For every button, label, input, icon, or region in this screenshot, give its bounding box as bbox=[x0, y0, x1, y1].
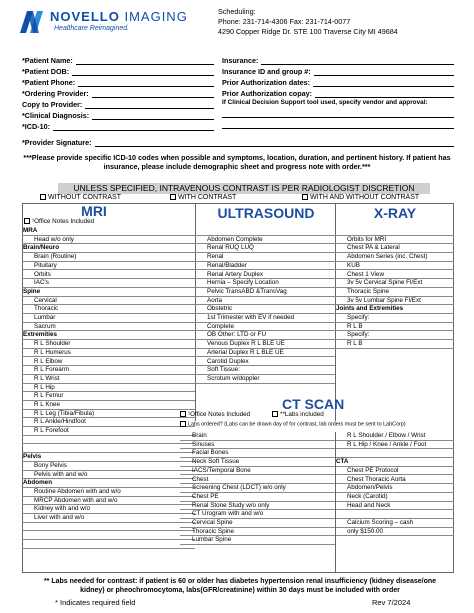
mri-row[interactable]: R L Shoulder bbox=[22, 340, 195, 349]
brand-tagline: Healthcare Reimagined. bbox=[54, 25, 130, 32]
ct-office-notes-option[interactable]: ¹Office Notes Included bbox=[180, 411, 250, 418]
ultrasound-row[interactable]: 1st Trimester with EV if needed bbox=[195, 314, 335, 323]
ultrasound-row[interactable]: OB Other: LTD or FU bbox=[195, 331, 335, 340]
mri-row bbox=[22, 523, 195, 532]
mri-row[interactable]: R L Elbow bbox=[22, 358, 195, 367]
ultrasound-row[interactable]: Abdomen Complete bbox=[195, 236, 335, 245]
ultrasound-row[interactable]: Arterial Duplex R L BLE UE bbox=[195, 349, 335, 358]
with-contrast-checkbox[interactable] bbox=[170, 194, 176, 200]
ultrasound-row[interactable]: Pelvic TransABD &TransVag bbox=[195, 288, 335, 297]
prior-auth-dates-field[interactable]: Prior Authorization dates: bbox=[222, 78, 454, 87]
ordering-provider-field[interactable]: *Ordering Provider: bbox=[22, 89, 214, 98]
mri-row[interactable]: Orbits bbox=[22, 271, 195, 280]
ct-header: CT SCAN bbox=[282, 396, 345, 412]
ct-left-row[interactable]: CT Urogram with and w/o bbox=[180, 510, 335, 519]
mri-row[interactable]: Cervical bbox=[22, 297, 195, 306]
mri-row[interactable]: R L Ankle/Hindfoot bbox=[22, 418, 195, 427]
mri-row[interactable]: Lumbar bbox=[22, 314, 195, 323]
ultrasound-row bbox=[195, 227, 335, 236]
ct-labs-included-checkbox[interactable] bbox=[272, 411, 278, 417]
ct-labs-included-option[interactable]: **Labs included bbox=[272, 411, 324, 418]
cds-line-2[interactable] bbox=[222, 128, 454, 129]
mri-row[interactable]: Routine Abdomen with and w/o bbox=[22, 488, 195, 497]
ct-left-row[interactable]: Renal Stone Study w/o only bbox=[180, 502, 335, 511]
mri-row[interactable]: R L Forearm bbox=[22, 366, 195, 375]
ultrasound-row[interactable]: Renal Artery Duplex bbox=[195, 271, 335, 280]
xray-row[interactable]: R L B bbox=[335, 323, 454, 332]
xray-row[interactable]: 3v 5v Cervical Spine Fl/Ext bbox=[335, 279, 454, 288]
mri-row[interactable]: Sacrum bbox=[22, 323, 195, 332]
xray-row[interactable]: 3v 5v Lumbar Spine Fl/Ext bbox=[335, 297, 454, 306]
ultrasound-row[interactable]: Complete bbox=[195, 323, 335, 332]
xray-row[interactable]: Thoracic Spine bbox=[335, 288, 454, 297]
xray-row[interactable]: Specify: bbox=[335, 331, 454, 340]
mri-row[interactable]: Spine bbox=[22, 288, 195, 297]
ultrasound-row[interactable]: Carotid Duplex bbox=[195, 358, 335, 367]
mri-row[interactable]: Extremities bbox=[22, 331, 195, 340]
ct-office-notes-checkbox[interactable] bbox=[180, 411, 186, 417]
without-contrast-option[interactable]: WITHOUT CONTRAST bbox=[40, 194, 121, 201]
ct-left-row[interactable]: Brain bbox=[180, 432, 335, 441]
brand-name: NOVELLO IMAGING bbox=[50, 9, 188, 24]
mri-row[interactable]: Thoracic bbox=[22, 305, 195, 314]
mri-row[interactable]: Pituitary bbox=[22, 262, 195, 271]
ct-left-row[interactable]: Screening Chest (LDCT) w/o only bbox=[180, 484, 335, 493]
mri-row[interactable]: IAC's bbox=[22, 279, 195, 288]
mri-row[interactable]: Abdomen bbox=[22, 479, 195, 488]
xray-header: X-RAY bbox=[373, 205, 417, 221]
ct-left-row[interactable]: Facial Bones bbox=[180, 449, 335, 458]
scheduling-info bbox=[218, 7, 398, 37]
ct-left-row[interactable]: Cervical Spine bbox=[180, 519, 335, 528]
clinical-diagnosis-field[interactable]: *Clinical Diagnosis: bbox=[22, 111, 214, 120]
xray-row[interactable]: KUB bbox=[335, 262, 454, 271]
ct-right-row[interactable]: Calcium Scoring – cash bbox=[335, 519, 454, 528]
mri-row[interactable]: MRA bbox=[22, 227, 195, 236]
patient-dob-field[interactable]: *Patient DOB: bbox=[22, 67, 214, 76]
ct-right-row[interactable]: CTA bbox=[335, 458, 454, 467]
cds-line-1[interactable] bbox=[222, 117, 454, 118]
contrast-banner: UNLESS SPECIFIED, INTRAVENOUS CONTRAST IS PER RADIOLOGIST DISCRETION bbox=[58, 183, 430, 194]
mri-row[interactable]: Pelvis with and w/o bbox=[22, 471, 195, 480]
mri-row[interactable]: Bony Pelvis bbox=[22, 462, 195, 471]
xray-row bbox=[335, 227, 454, 236]
insurance-id-field[interactable]: Insurance ID and group #: bbox=[222, 67, 454, 76]
ct-right-row[interactable]: Neck (Carotid) bbox=[335, 493, 454, 502]
revision-label: Rev 7/2024 bbox=[372, 598, 411, 607]
xray-row[interactable]: Specify: bbox=[335, 314, 454, 323]
mri-row bbox=[22, 540, 195, 549]
xray-row[interactable]: R L B bbox=[335, 340, 454, 349]
required-field-note: * Indicates required field bbox=[55, 598, 136, 607]
with-without-contrast-checkbox[interactable] bbox=[302, 194, 308, 200]
ultrasound-row[interactable]: Scrotum w/doppler bbox=[195, 375, 335, 384]
mri-row[interactable]: R L Knee bbox=[22, 401, 195, 410]
ct-right-row[interactable]: Chest Thoracic Aorta bbox=[335, 476, 454, 485]
icd10-field[interactable]: *ICD-10: bbox=[22, 122, 214, 131]
mri-row[interactable]: Liver with and w/o bbox=[22, 514, 195, 523]
scheduling-phone: Phone: 231-714-4306 Fax: 231-714-0077 bbox=[218, 17, 351, 26]
scheduling-address: 4290 Copper Ridge Dr. STE 100 Traverse City MI 49684 bbox=[218, 27, 398, 36]
ct-right-row[interactable]: Head and Neck bbox=[335, 502, 454, 511]
mri-row[interactable]: MRCP Abdomen with and w/o bbox=[22, 497, 195, 506]
ultrasound-row[interactable]: Obstetric bbox=[195, 305, 335, 314]
ct-right-row[interactable]: only $150.00 bbox=[335, 528, 454, 537]
mri-row bbox=[22, 436, 195, 445]
ct-right-row[interactable]: Abdomen/Pelvis bbox=[335, 484, 454, 493]
insurance-field[interactable]: Insurance: bbox=[222, 56, 454, 65]
mri-row[interactable]: R L Forefoot bbox=[22, 427, 195, 436]
cds-note: If Clinical Decision Support tool used, specify vendor and approval: bbox=[222, 99, 428, 106]
ct-right-row[interactable]: Chest PE Protocol bbox=[335, 467, 454, 476]
ct-right-row[interactable]: R L Shoulder / Elbow / Wrist bbox=[335, 432, 454, 441]
without-contrast-checkbox[interactable] bbox=[40, 194, 46, 200]
mri-row[interactable]: R L Humerus bbox=[22, 349, 195, 358]
ultrasound-header: ULTRASOUND bbox=[217, 205, 315, 221]
ct-labs-ordered-option[interactable]: Labs ordered? (Labs can be drawn day of for contrast, lab orders must be sent to LabCorp) bbox=[180, 421, 452, 427]
ct-left-row[interactable]: Sinuses bbox=[180, 441, 335, 450]
patient-name-field[interactable]: *Patient Name: bbox=[22, 56, 214, 65]
ct-left-row[interactable]: Neck Soft Tissue bbox=[180, 458, 335, 467]
ct-left-row[interactable]: IACS/Temporal Bone bbox=[180, 467, 335, 476]
mri-row bbox=[22, 532, 195, 541]
mri-row[interactable]: R L Wrist bbox=[22, 375, 195, 384]
copy-to-provider-field[interactable]: Copy to Provider: bbox=[22, 100, 214, 109]
ct-divider bbox=[335, 432, 336, 573]
mri-header: MRI bbox=[81, 203, 107, 219]
with-contrast-option[interactable]: WITH CONTRAST bbox=[170, 194, 236, 201]
ct-left-row[interactable]: Chest PE bbox=[180, 493, 335, 502]
provider-signature-field[interactable]: *Provider Signature: bbox=[22, 138, 454, 147]
ultrasound-row[interactable]: Hernia – Specify Location bbox=[195, 279, 335, 288]
ct-right-row[interactable]: R L Hip / Knee / Ankle / Foot bbox=[335, 441, 454, 450]
mri-row[interactable]: R L Hip bbox=[22, 384, 195, 393]
mri-row[interactable]: Kidney with and w/o bbox=[22, 505, 195, 514]
ct-right-row bbox=[335, 449, 454, 458]
ct-right-row bbox=[335, 510, 454, 519]
ultrasound-row[interactable]: Aorta bbox=[195, 297, 335, 306]
mri-row[interactable]: Brain (Routine) bbox=[22, 253, 195, 262]
xray-row[interactable]: Abdomen Series (inc. Chest) bbox=[335, 253, 454, 262]
icd-note: ***Please provide specific ICD-10 codes when possible and symptoms, location, duration, and pertinent history. If patient has insurance, please include demographic sheet and progress note with order.*** bbox=[23, 153, 451, 171]
labs-footnote: ** Labs needed for contrast: if patient is 60 or older has diabetes hypertension renal insufficiency (kidney disease/one kidney) or pheochromocytoma, labs(GFR/creatinine) within 30 days must be included with order bbox=[43, 578, 437, 594]
scheduling-label: Scheduling: bbox=[218, 7, 256, 16]
ultrasound-row[interactable]: Venous Duplex R L BLE UE bbox=[195, 340, 335, 349]
novello-logo-mark bbox=[18, 9, 46, 35]
ct-labs-ordered-checkbox[interactable] bbox=[180, 421, 186, 427]
ct-left-row[interactable]: Lumbar Spine bbox=[180, 536, 335, 545]
mri-row[interactable]: Head w/o only bbox=[22, 236, 195, 245]
ultrasound-row[interactable]: Renal/Bladder bbox=[195, 262, 335, 271]
mri-row[interactable]: R L Leg (Tibia/Fibula) bbox=[22, 410, 195, 419]
ultrasound-row[interactable]: Renal bbox=[195, 253, 335, 262]
mri-row[interactable]: Brain/Neuro bbox=[22, 244, 195, 253]
mri-row[interactable]: R L Femur bbox=[22, 392, 195, 401]
mri-row[interactable]: Pelvis bbox=[22, 453, 195, 462]
xray-row[interactable]: Chest PA & Lateral bbox=[335, 244, 454, 253]
patient-phone-field[interactable]: *Patient Phone: bbox=[22, 78, 214, 87]
xray-row[interactable]: Chest 1 View bbox=[335, 271, 454, 280]
ultrasound-row[interactable]: Renal RUQ LUQ bbox=[195, 244, 335, 253]
ct-left-row[interactable]: Chest bbox=[180, 476, 335, 485]
ultrasound-row[interactable]: Soft Tissue: bbox=[195, 366, 335, 375]
with-without-contrast-option[interactable]: WITH AND WITHOUT CONTRAST bbox=[302, 194, 419, 201]
mri-office-notes-option[interactable]: ¹Office Notes Included bbox=[24, 218, 94, 225]
prior-auth-copay-field[interactable]: Prior Authorization copay: bbox=[222, 89, 454, 98]
xray-row[interactable]: Orbits for MRI bbox=[335, 236, 454, 245]
xray-row[interactable]: Joints and Extremities bbox=[335, 305, 454, 314]
mri-row bbox=[22, 445, 195, 454]
ct-left-row[interactable]: Thoracic Spine bbox=[180, 528, 335, 537]
